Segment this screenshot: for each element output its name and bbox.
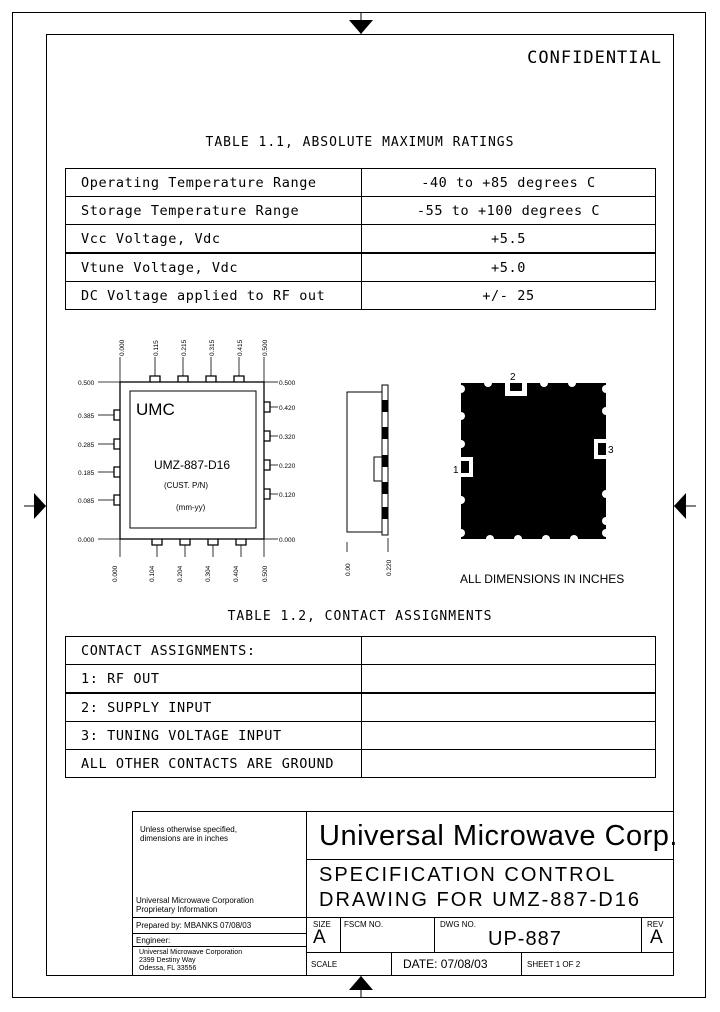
prepared-by: Prepared by: MBANKS 07/08/03 <box>136 921 252 930</box>
bottom-dim-label: 0.104 <box>149 565 156 582</box>
contact-cell: CONTACT ASSIGNMENTS: <box>66 637 362 665</box>
part-number-marking: UMZ-887-D16 <box>154 458 231 472</box>
dimensions-note: ALL DIMENSIONS IN INCHES <box>460 572 625 586</box>
table-row <box>66 282 656 310</box>
proprietary-line1: Universal Microwave Corporation <box>136 896 254 905</box>
left-dim-label: 0.285 <box>78 442 95 449</box>
table-row <box>66 197 656 225</box>
confidential-label: CONFIDENTIAL <box>527 48 662 68</box>
umc-logo: UMC <box>136 400 175 419</box>
contact-cell: 2: SUPPLY INPUT <box>66 693 362 722</box>
param-cell: Vtune Voltage, Vdc <box>66 253 362 282</box>
table-row <box>66 637 656 665</box>
left-dim-label: 0.500 <box>78 380 95 387</box>
contact-cell: 3: TUNING VOLTAGE INPUT <box>66 722 362 750</box>
table-row <box>66 169 656 197</box>
param-cell: Vcc Voltage, Vdc <box>66 225 362 254</box>
pin-label: 2 <box>510 372 516 383</box>
proprietary-line2: Proprietary Information <box>136 905 218 914</box>
top-dim-label: 0.000 <box>119 339 126 356</box>
table-row <box>66 750 656 778</box>
sheet-label: SHEET 1 OF 2 <box>527 960 581 969</box>
max-ratings-table <box>65 168 656 310</box>
contact-value-cell <box>362 722 656 750</box>
address-line3: Odessa, FL 33556 <box>139 965 197 972</box>
top-dim-label: 0.415 <box>237 339 244 356</box>
bottom-dim-label: 0.304 <box>205 565 212 582</box>
side-view <box>345 385 393 576</box>
top-dim-label: 0.215 <box>181 339 188 356</box>
contact-cell: 1: RF OUT <box>66 665 362 694</box>
right-dim-label: 0.420 <box>279 405 296 412</box>
address-line1: Universal Microwave Corporation <box>139 949 243 956</box>
address-line2: 2399 Destiny Way <box>139 957 196 964</box>
contact-cell: ALL OTHER CONTACTS ARE GROUND <box>66 750 362 778</box>
top-dim-label: 0.500 <box>262 339 269 356</box>
top-dim-label: 0.115 <box>153 340 160 356</box>
engineer-label: Engineer: <box>136 936 171 945</box>
table-row <box>66 225 656 254</box>
drawing-date: DATE: 07/08/03 <box>403 957 488 971</box>
dims-note: dimensions are in inches <box>140 834 229 843</box>
table-row <box>66 253 656 282</box>
left-dim-label: 0.385 <box>78 413 95 420</box>
unless-note: Unless otherwise specified, <box>140 825 237 834</box>
rev-label: REV <box>647 920 664 929</box>
dwg-label: DWG NO. <box>440 920 476 929</box>
table1-caption: TABLE 1.1, ABSOLUTE MAXIMUM RATINGS <box>205 135 515 150</box>
right-dim-label: 0.500 <box>279 380 296 387</box>
contact-value-cell <box>362 665 656 694</box>
cust-pn-marking: (CUST. P/N) <box>164 481 208 490</box>
bottom-view <box>453 372 614 543</box>
table-row <box>66 665 656 694</box>
size-label: SIZE <box>313 920 331 929</box>
param-cell: DC Voltage applied to RF out <box>66 282 362 310</box>
contact-value-cell <box>362 693 656 722</box>
table-row <box>66 722 656 750</box>
scale-label: SCALE <box>311 960 338 969</box>
dwg-number: UP-887 <box>488 928 562 950</box>
table-row <box>66 693 656 722</box>
left-dim-label: 0.000 <box>78 537 95 544</box>
value-cell: +5.5 <box>362 225 656 254</box>
bottom-dim-label: 0.500 <box>262 565 269 582</box>
pin-label: 3 <box>608 445 614 456</box>
date-code-marking: (mm-yy) <box>176 503 206 512</box>
side-dim-label: 0.220 <box>386 559 393 576</box>
param-cell: Storage Temperature Range <box>66 197 362 225</box>
contact-value-cell <box>362 750 656 778</box>
right-dim-label: 0.220 <box>279 463 296 470</box>
right-dim-label: 0.000 <box>279 537 296 544</box>
param-cell: Operating Temperature Range <box>66 169 362 197</box>
right-dim-label: 0.320 <box>279 434 296 441</box>
drawing-title-line2: DRAWING FOR UMZ-887-D16 <box>319 889 641 911</box>
value-cell: -40 to +85 degrees C <box>362 169 656 197</box>
top-view <box>78 339 296 582</box>
pin-label: 1 <box>453 465 459 476</box>
table2-caption: TABLE 1.2, CONTACT ASSIGNMENTS <box>227 609 493 624</box>
bottom-dim-label: 0.000 <box>112 565 119 582</box>
bottom-dim-label: 0.204 <box>177 565 184 582</box>
left-dim-label: 0.085 <box>78 498 95 505</box>
side-dim-label: 0.00 <box>345 563 352 576</box>
size-value: A <box>313 927 326 948</box>
fscm-label: FSCM NO. <box>344 920 384 929</box>
value-cell: +/- 25 <box>362 282 656 310</box>
rev-value: A <box>650 927 663 948</box>
left-dim-label: 0.185 <box>78 470 95 477</box>
right-dim-label: 0.120 <box>279 492 296 499</box>
title-block <box>132 811 678 976</box>
value-cell: -55 to +100 degrees C <box>362 197 656 225</box>
top-dim-label: 0.315 <box>209 339 216 356</box>
value-cell: +5.0 <box>362 253 656 282</box>
contact-assignments-table <box>65 636 656 778</box>
bottom-dim-label: 0.404 <box>233 565 240 582</box>
company-name: Universal Microwave Corp. <box>319 820 678 852</box>
contact-value-cell <box>362 637 656 665</box>
drawing-title-line1: SPECIFICATION CONTROL <box>319 864 617 886</box>
